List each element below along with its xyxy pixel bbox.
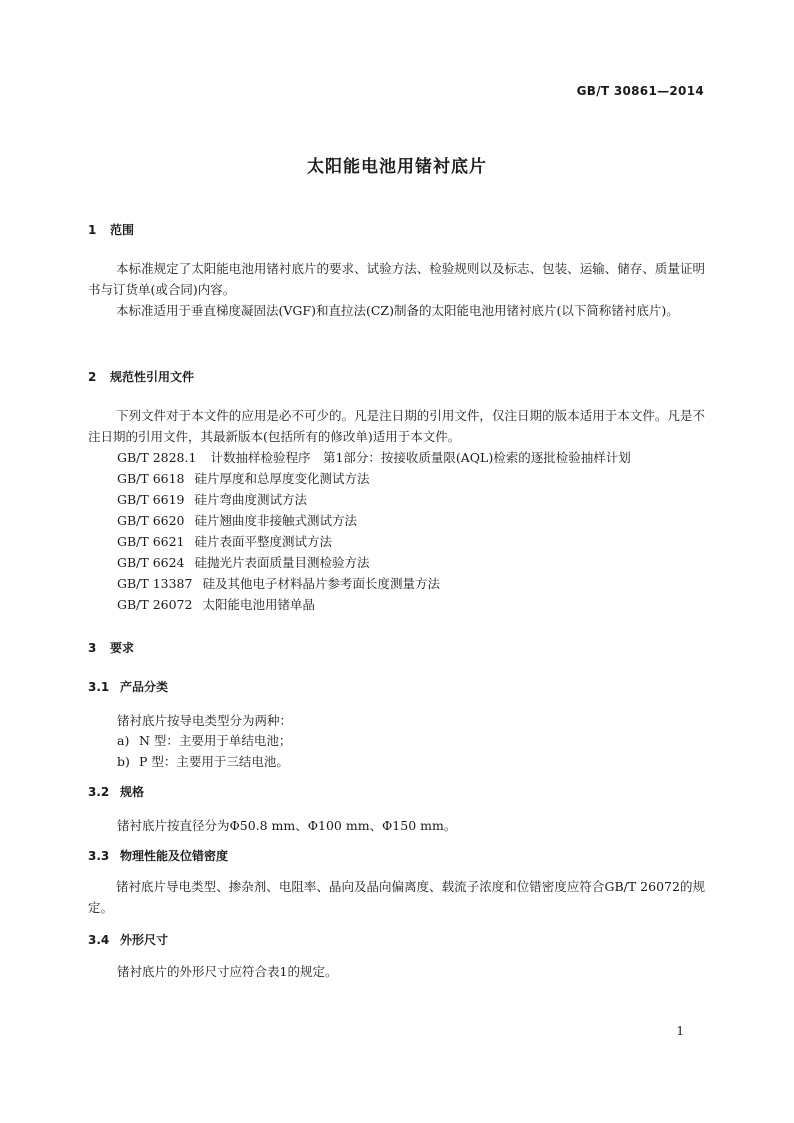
reference-code: GB/T 13387 [117,576,193,591]
reference-code: GB/T 6620 [117,513,185,528]
reference-title: 太阳能电池用锗单晶 [202,597,315,612]
specification-text: 锗衬底片按直径分为Φ50.8 mm、Φ100 mm、Φ150 mm。 [117,818,457,833]
subsection-title: 产品分类 [120,680,169,694]
page-number: 1 [676,1024,684,1038]
reference-title: 硅片表面平整度测试方法 [194,534,333,549]
reference-item [117,574,440,592]
section-3-heading [88,639,134,656]
section-1-heading [88,221,134,238]
scope-paragraph-2: 本标准适用于垂直梯度凝固法(VGF)和直拉法(CZ)制备的太阳能电池用锗衬底片(以下简称锗衬底片)。 [116,303,679,318]
subsection-number: 3.2 [88,785,110,799]
subsection-number: 3.3 [88,849,110,863]
section-number: 3 [88,641,97,655]
reference-code: GB/T 26072 [117,597,193,612]
document-title: 太阳能电池用锗衬底片 [307,157,487,177]
section-title: 规范性引用文件 [110,370,195,384]
reference-code: GB/T 6618 [117,471,185,486]
subsection-number: 3.4 [88,933,110,947]
subsection-title: 物理性能及位错密度 [120,849,229,863]
reference-item [117,490,307,508]
reference-title: 计数抽样检验程序 第1部分：按接收质量限(AQL)检索的逐批检验抽样计划 [210,450,631,465]
subsection-3-3-heading [88,847,228,864]
subsection-title: 规格 [120,785,145,799]
section-title: 范围 [110,223,135,237]
reference-item [117,553,370,571]
reference-item [117,511,357,529]
classification-intro: 锗衬底片按导电类型分为两种： [117,713,293,728]
physical-properties-text: 锗衬底片导电类型、掺杂剂、电阻率、晶向及晶向偏离度、载流子浓度和位错密度应符合GB/T 26072的规定。 [88,879,705,915]
reference-title: 硅片翘曲度非接触式测试方法 [194,513,358,528]
dimensions-text: 锗衬底片的外形尺寸应符合表1的规定。 [117,964,338,979]
reference-code: GB/T 6621 [117,534,185,549]
reference-code: GB/T 6624 [117,555,185,570]
reference-item [117,532,332,550]
subsection-number: 3.1 [88,680,110,694]
section-title: 要求 [110,641,135,655]
list-text: P 型：主要用于三结电池。 [139,754,289,769]
section-number: 1 [88,223,97,237]
subsection-title: 外形尺寸 [120,933,169,947]
reference-item [117,448,631,466]
list-marker: a) [117,733,130,748]
reference-title: 硅片弯曲度测试方法 [194,492,308,507]
standard-number: GB/T 30861—2014 [576,84,704,98]
subsection-3-2-heading [88,783,144,800]
list-marker: b) [117,754,130,769]
list-text: N 型：主要用于单结电池； [139,733,292,748]
section-2-heading [88,368,194,385]
reference-title: 硅及其他电子材料晶片参考面长度测量方法 [202,576,440,591]
subsection-3-4-heading [88,931,168,948]
section-number: 2 [88,370,97,384]
subsection-3-1-heading [88,678,168,695]
reference-code: GB/T 2828.1 [117,450,197,465]
reference-item [117,595,315,613]
reference-title: 硅抛光片表面质量目测检验方法 [194,555,370,570]
references-intro: 下列文件对于本文件的应用是必不可少的。凡是注日期的引用文件，仅注日期的版本适用于本文件。凡是不注日期的引用文件，其最新版本(包括所有的修改单)适用于本文件。 [88,408,705,444]
list-item [117,752,289,770]
scope-paragraph-1: 本标准规定了太阳能电池用锗衬底片的要求、试验方法、检验规则以及标志、包装、运输、储存、质量证明书与订货单(或合同)内容。 [88,261,705,297]
reference-item [117,469,370,487]
reference-code: GB/T 6619 [117,492,185,507]
list-item [117,731,291,749]
reference-title: 硅片厚度和总厚度变化测试方法 [194,471,370,486]
